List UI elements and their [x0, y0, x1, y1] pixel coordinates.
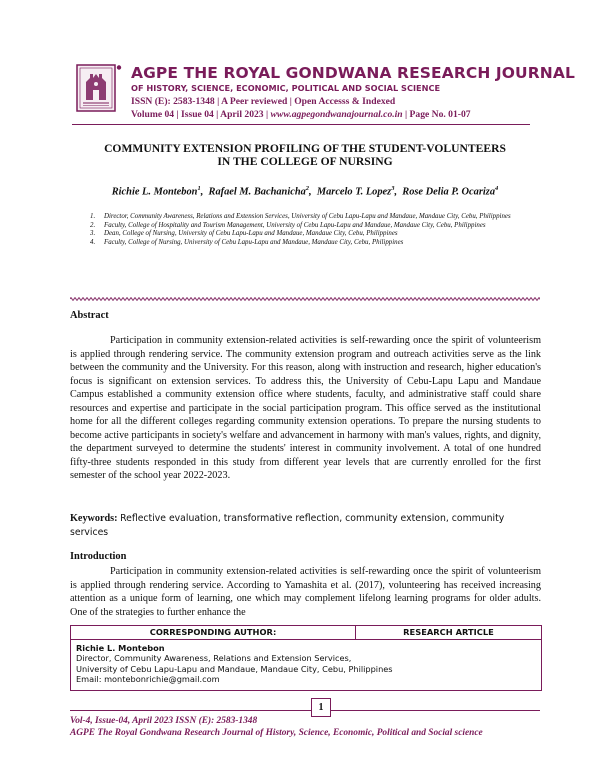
page-number: 1 [311, 698, 331, 717]
paper-title [70, 142, 540, 168]
corresponding-author-header: CORRESPONDING AUTHOR: [149, 627, 277, 637]
abstract-heading: Abstract [70, 310, 109, 321]
corresponding-author-role: Director, Community Awareness, Relations and Extension Services, [76, 653, 352, 664]
author-list: Richie L. Montebon$^1$, Rafael M. Bachanicha$^2$, Marcelo T. Lopez$^3$, Rose Delia P. Ocariza$^4$ [111, 185, 499, 198]
volume-line [131, 109, 471, 120]
author-name: Richie L. Montebon [111, 186, 198, 198]
affiliation-item [90, 222, 545, 231]
affiliation-item [90, 213, 545, 222]
journal-subtitle: OF HISTORY, SCIENCE, ECONOMIC, POLITICAL AND SOCIAL SCIENCE [131, 83, 441, 93]
corresponding-author-email[interactable]: Email: montebonrichie@gmail.com [76, 674, 220, 685]
journal-website-link[interactable]: www.agpegondwanajournal.co.in [270, 109, 403, 120]
author-name: Rose Delia P. Ocariza [402, 186, 496, 198]
introduction-text: Participation in community extension-related activities is self-rewarding once the spirit of volunteerism is applied through rendering service. According to Yamashita et al. (2017), volunteering has received increasing attention as a unique form of learning, one which may complement lifelong learning programs for older adults. One of the strategies to further enhance the [70, 566, 541, 618]
article-type-header: RESEARCH ARTICLE [403, 627, 494, 637]
footer-journal-line: AGPE The Royal Gondwana Research Journal of History, Science, Economic, Political and Social science [70, 728, 483, 738]
affiliation-number: 1. [90, 213, 96, 220]
corresponding-author-details [76, 643, 393, 685]
journal-logo [76, 64, 122, 112]
affiliation-number: 2. [90, 221, 96, 229]
issn-line: ISSN (E): 2583-1348 | A Peer reviewed | Open Accesss & Indexed [131, 96, 396, 107]
header-rule [72, 124, 530, 125]
abstract-text: Participation in community extension-related activities is self-rewarding once the spirit of volunteerism is applied through rendering service. The community extension program and outreach activities serve as the link between the community and the University. For this reason, along with instruction and research, higher education's focus is significant on extension services. To address this, the University of Cebu-Lapu Lapu and Mandaue Campus established a community extension office where students, faculty, and administrative staff could share resources and expertise and participate in the social participation program. This office served as the institutional home for all the different colleges regarding community extension operations. To prepare the nursing students to become active participants in society's welfare and advancement in harmony with man's values, rights, and dignity, the department surveyed to determine the students' interest in community involvement. A total of one hundred fifty-three students responded in this study from different year levels that are currently enrolled for the first semester of the school year 2022-2023. [70, 335, 541, 481]
page-range: | Page No. 01-07 [402, 109, 471, 120]
footer-volume-line: Vol-4, Issue-04, April 2023 ISSN (E): 2583-1348 [70, 716, 258, 726]
corresponding-author-name: Richie L. Montebon [76, 643, 165, 653]
affiliation-text: Dean, College of Nursing, University of Cebu Lapu-Lapu and Mandaue, Mandaue City, Cebu, Philippines [104, 230, 398, 238]
author-sup: 3 [391, 185, 395, 192]
affiliation-text: Faculty, College of Nursing, University of Cebu Lapu-Lapu and Mandaue, Mandaue City, Cebu, Philippines [104, 238, 404, 246]
author-sup: 4 [495, 185, 499, 192]
keywords-text: Reflective evaluation, transformative reflection, community extension, community services [70, 513, 505, 538]
footer-rule [70, 710, 540, 711]
author-sup: 2 [305, 185, 310, 192]
affiliation-list [90, 213, 545, 247]
affiliation-text: Director, Community Awareness, Relations and Extension Services, University of Cebu Lapu-Lapu and Mandaue, Mandaue City, Cebu, Philippines [104, 213, 511, 220]
affiliation-number: 4. [90, 238, 96, 246]
keywords [70, 512, 540, 539]
corresponding-box-header [71, 626, 541, 640]
corresponding-author-box [70, 625, 542, 691]
introduction-heading: Introduction [70, 551, 127, 562]
title-line-1: COMMUNITY EXTENSION PROFILING OF THE STUDENT-VOLUNTEERS [104, 142, 506, 155]
author-sup: 1 [197, 185, 201, 192]
affiliation-text: Faculty, College of Hospitality and Tourism Management, University of Cebu Lapu-Lapu and Mandaue, Mandaue City, Cebu, Philippines [104, 221, 486, 229]
affiliation-number: 3. [90, 230, 96, 238]
affiliation-item [90, 239, 545, 248]
title-line-2: IN THE COLLEGE OF NURSING [217, 155, 393, 168]
keywords-label: Keywords: [70, 513, 118, 524]
journal-name: AGPE THE ROYAL GONDWANA RESEARCH JOURNAL [131, 64, 575, 82]
wavy-divider [70, 289, 540, 295]
affiliation-item [90, 230, 545, 239]
corresponding-author-institution: University of Cebu Lapu-Lapu and Mandaue, Mandaue City, Cebu, Philippines [76, 663, 393, 674]
volume-prefix: Volume 04 | Issue 04 | April 2023 | [131, 109, 271, 120]
author-name: Marcelo T. Lopez [316, 186, 392, 198]
author-name: Rafael M. Bachanicha [208, 186, 306, 198]
